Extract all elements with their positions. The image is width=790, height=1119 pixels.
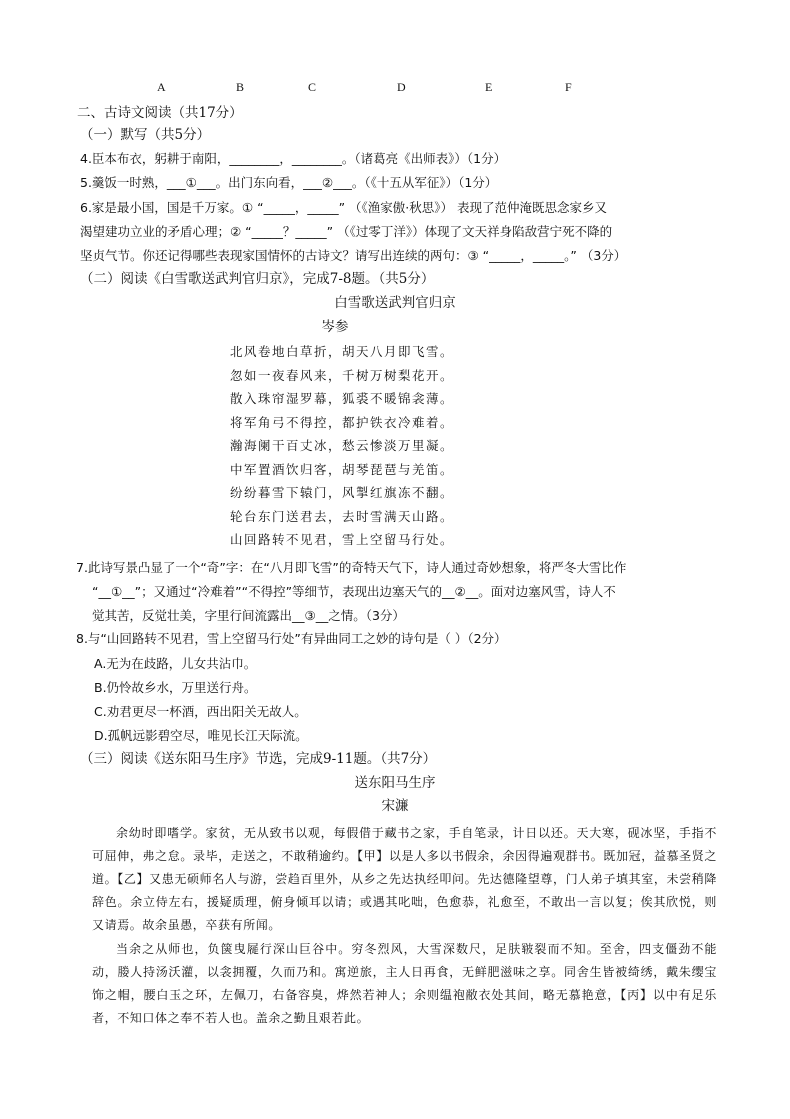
option-a: A.无为在歧路，儿女共沾巾。 xyxy=(94,656,257,671)
question-7-line-1: 7.此诗写景凸显了一个“奇”字：在“八月即飞雪”的奇特天气下，诗人通过奇妙想象，将严冬大雪比作 xyxy=(76,560,627,575)
letter-a: A xyxy=(157,80,166,94)
poem-line: 纷纷暮雪下辕门，风掣红旗冻不翻。 xyxy=(230,485,455,500)
poem-line: 山回路转不见君，雪上空留马行处。 xyxy=(230,532,455,547)
letter-f: F xyxy=(565,80,572,94)
poem-line: 中军置酒饮归客，胡琴琵琶与羌笛。 xyxy=(230,461,455,477)
poem-line: 忽如一夜春风来，千树万树梨花开。 xyxy=(230,367,455,383)
part1-title: （一）默写（共5分） xyxy=(80,127,211,143)
prose-author: 宋濂 xyxy=(381,798,409,814)
prose-title: 送东阳马生序 xyxy=(354,775,436,791)
poem-title: 白雪歌送武判官归京 xyxy=(334,295,456,311)
letter-e: E xyxy=(485,80,493,94)
question-7-line-3: 觉其苦，反觉壮美，字里行间流露出__③__之情。（3分） xyxy=(92,608,405,623)
letter-b: B xyxy=(236,80,245,94)
poem-line: 散入珠帘湿罗幕，狐裘不暖锦衾薄。 xyxy=(230,391,455,406)
question-6-line-1: 6.家是最小国，国是千万家。① “_____，_____” （《渔家傲·秋思》） 表现了范仲淹既思念家乡又 xyxy=(80,200,607,215)
question-4: 4.臣本布衣，躬耕于南阳，________，________。（诸葛亮《出师表》）（1分） xyxy=(80,151,507,166)
option-d: D.孤帆远影碧空尽，唯见长江天际流。 xyxy=(94,728,308,743)
option-b: B.仍怜故乡水，万里送行舟。 xyxy=(94,680,257,695)
letter-d: D xyxy=(397,80,406,94)
poem-body xyxy=(230,342,454,554)
question-6-line-2: 渴望建功立业的矛盾心理；② “_____？_____” （《过零丁洋》）体现了文天祥身陷敌营宁死不降的 xyxy=(80,224,613,239)
part3-title: （三）阅读《送东阳马生序》节选，完成9-11题。（共7分） xyxy=(80,751,437,767)
poem-author: 岑参 xyxy=(321,319,349,335)
question-8: 8.与“山回路转不见君，雪上空留马行处”有异曲同工之妙的诗句是（ ）（2分） xyxy=(76,631,507,646)
question-5: 5.羹饭一时熟，___①___。出门东向看，___②___。（《十五从军征》）（1分） xyxy=(80,175,498,190)
section-title: 二、古诗文阅读（共17分） xyxy=(77,105,243,121)
letter-c: C xyxy=(308,80,317,94)
option-c: C.劝君更尽一杯酒，西出阳关无故人。 xyxy=(94,704,307,719)
prose-paragraph-2: 当余之从师也，负箧曳屣行深山巨谷中。穷冬烈风，大雪深数尺，足肤皲裂而不知。至舍，四支僵劲不能动，媵人持汤沃灌，以衾拥覆，久而乃和。寓逆旅，主人日再食，无鲜肥滋味之享。同舍生皆被绮绣，戴朱缨宝饰之帽，腰白玉之环，左佩刀，右备容臭，烨然若神人；余则缊袍敝衣处其间，略无慕艳意，【丙】以中有足乐者，不知口体之奉不若人也。盖余之勤且艰若此。 xyxy=(92,942,717,1025)
option-letters-row xyxy=(0,80,790,98)
prose-paragraph-1: 余幼时即嗜学。家贫，无从致书以观，每假借于藏书之家，手自笔录，计日以还。天大寒，砚冰坚，手指不可屈伸，弗之怠。录毕，走送之，不敢稍逾约。【甲】以是人多以书假余，余因得遍观群书。既加冠，益慕圣贤之道。【乙】又患无硕师名人与游，尝趋百里外，从乡之先达执经叩问。先达德隆望尊，门人弟子填其室，未尝稍降辞色。余立侍左右，援疑质理，俯身倾耳以请；或遇其叱咄，色愈恭，礼愈至，不敢出一言以复；俟其欣悦，则又请焉。故余虽愚，卒获有所闻。 xyxy=(92,826,717,932)
poem-line: 北风卷地白草折，胡天八月即飞雪。 xyxy=(230,344,455,359)
question-6-line-3: 坚贞气节。你还记得哪些表现家国情怀的古诗文？请写出连续的两句：③ “_____，_____。” （3分） xyxy=(80,248,627,263)
part2-title: （二）阅读《白雪歌送武判官归京》，完成7-8题。（共5分） xyxy=(80,271,435,287)
question-7-line-2: “__①__”；又通过“冷难着”“不得控”等细节，表现出边塞天气的__②__。面对边塞风雪，诗人不 xyxy=(92,584,616,599)
poem-line: 瀚海阑干百丈冰，愁云惨淡万里凝。 xyxy=(230,438,455,453)
poem-line: 轮台东门送君去，去时雪满天山路。 xyxy=(230,508,455,524)
poem-line: 将军角弓不得控，都护铁衣冷难着。 xyxy=(230,414,455,430)
